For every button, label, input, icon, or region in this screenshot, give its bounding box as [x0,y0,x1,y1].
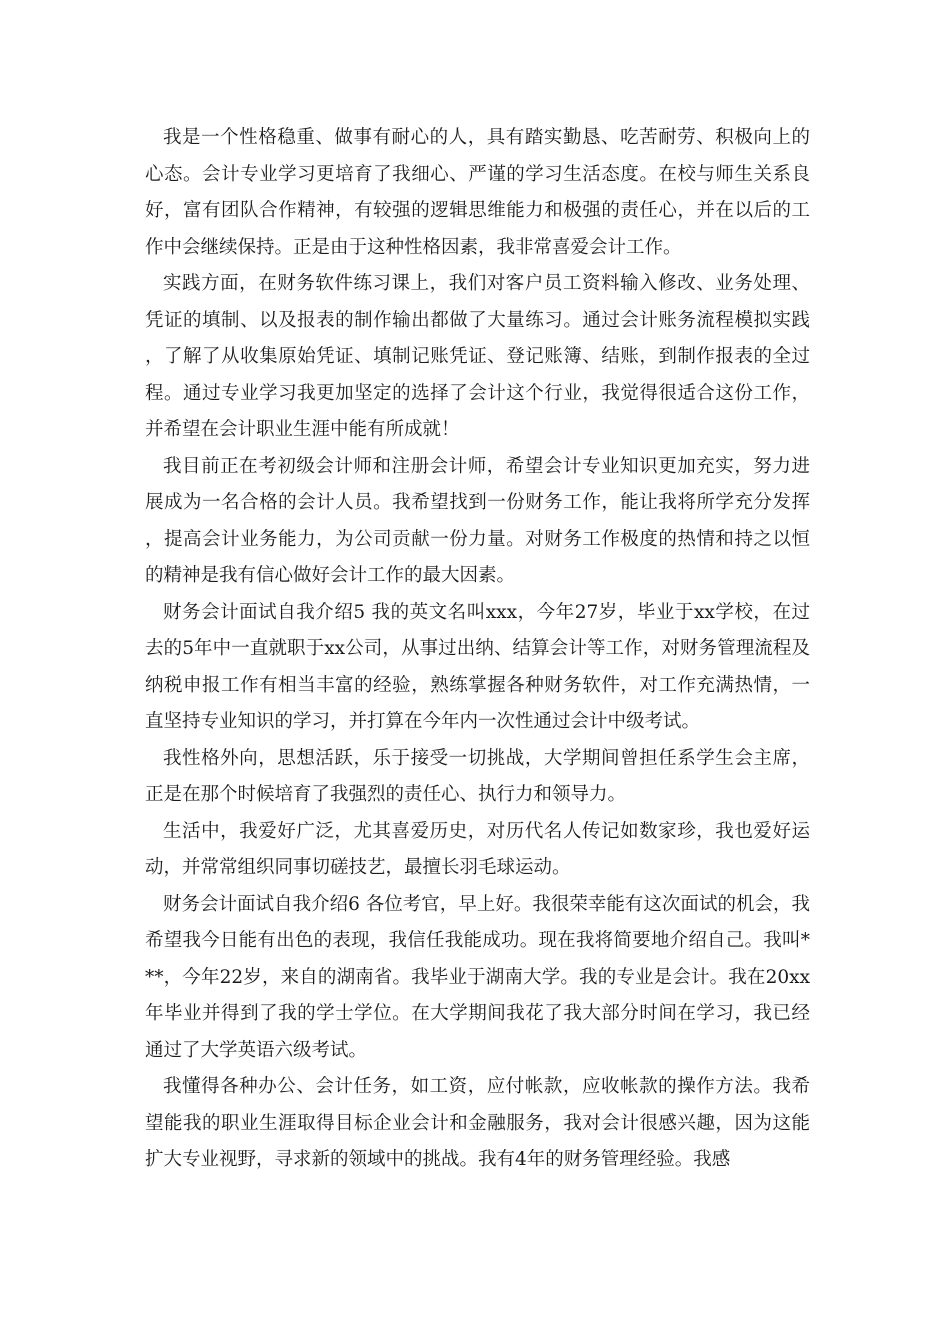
paragraph-character: 我性格外向，思想活跃，乐于接受一切挑战，大学期间曾担任系学生会主席，正是在那个时候培育了我强烈的责任心、执行力和领导力。 [145,747,810,805]
paragraph-skills: 我懂得各种办公、会计任务，如工资，应付帐款，应收帐款的操作方法。我希望能我的职业生涯取得目标企业会计和金融服务，我对会计很感兴趣，因为这能扩大专业视野，寻求新的领域中的挑战。我有4年的财务管理经验。我感 [145,1076,810,1170]
paragraph-goals: 我目前正在考初级会计师和注册会计师，希望会计专业知识更加充实，努力进展成为一名合格的会计人员。我希望找到一份财务工作，能让我将所学充分发挥，提高会计业务能力，为公司贡献一份力量。对财务工作极度的热情和持之以恒的精神是我有信心做好会计工作的最大因素。 [145,455,810,586]
paragraph-practice: 实践方面，在财务软件练习课上，我们对客户员工资料输入修改、业务处理、凭证的填制、以及报表的制作输出都做了大量练习。通过会计账务流程模拟实践，了解了从收集原始凭证、填制记账凭证、登记账簿、结账，到制作报表的全过程。通过专业学习我更加坚定的选择了会计这个行业，我觉得很适合这份工作，并希望在会计职业生涯中能有所成就！ [145,273,810,440]
document-body [145,120,810,1179]
paragraph-personality: 我是一个性格稳重、做事有耐心的人，具有踏实勤恳、吃苦耐劳、积极向上的心态。会计专业学习更培育了我细心、严谨的学习生活态度。在校与师生关系良好，富有团队合作精神，有较强的逻辑思维能力和极强的责任心，并在以后的工作中会继续保持。正是由于这种性格因素，我非常喜爱会计工作。 [145,127,810,258]
paragraph-introduction-5: 财务会计面试自我介绍5 我的英文名叫xxx，今年27岁，毕业于xx学校，在过去的5年中一直就职于xx公司，从事过出纳、结算会计等工作，对财务管理流程及纳税申报工作有相当丰富的经验，熟练掌握各种财务软件，对工作充满热情，一直坚持专业知识的学习，并打算在今年内一次性通过会计中级考试。 [145,601,810,732]
paragraph-introduction-6: 财务会计面试自我介绍6 各位考官，早上好。我很荣幸能有这次面试的机会，我希望我今日能有出色的表现，我信任我能成功。现在我将简要地介绍自己。我叫***，今年22岁，来自的湖南省。我毕业于湖南大学。我的专业是会计。我在20xx年毕业并得到了我的学士学位。在大学期间我花了我大部分时间在学习，我已经通过了大学英语六级考试。 [145,893,810,1061]
paragraph-hobbies: 生活中，我爱好广泛，尤其喜爱历史，对历代名人传记如数家珍，我也爱好运动，并常常组织同事切磋技艺，最擅长羽毛球运动。 [145,820,810,878]
